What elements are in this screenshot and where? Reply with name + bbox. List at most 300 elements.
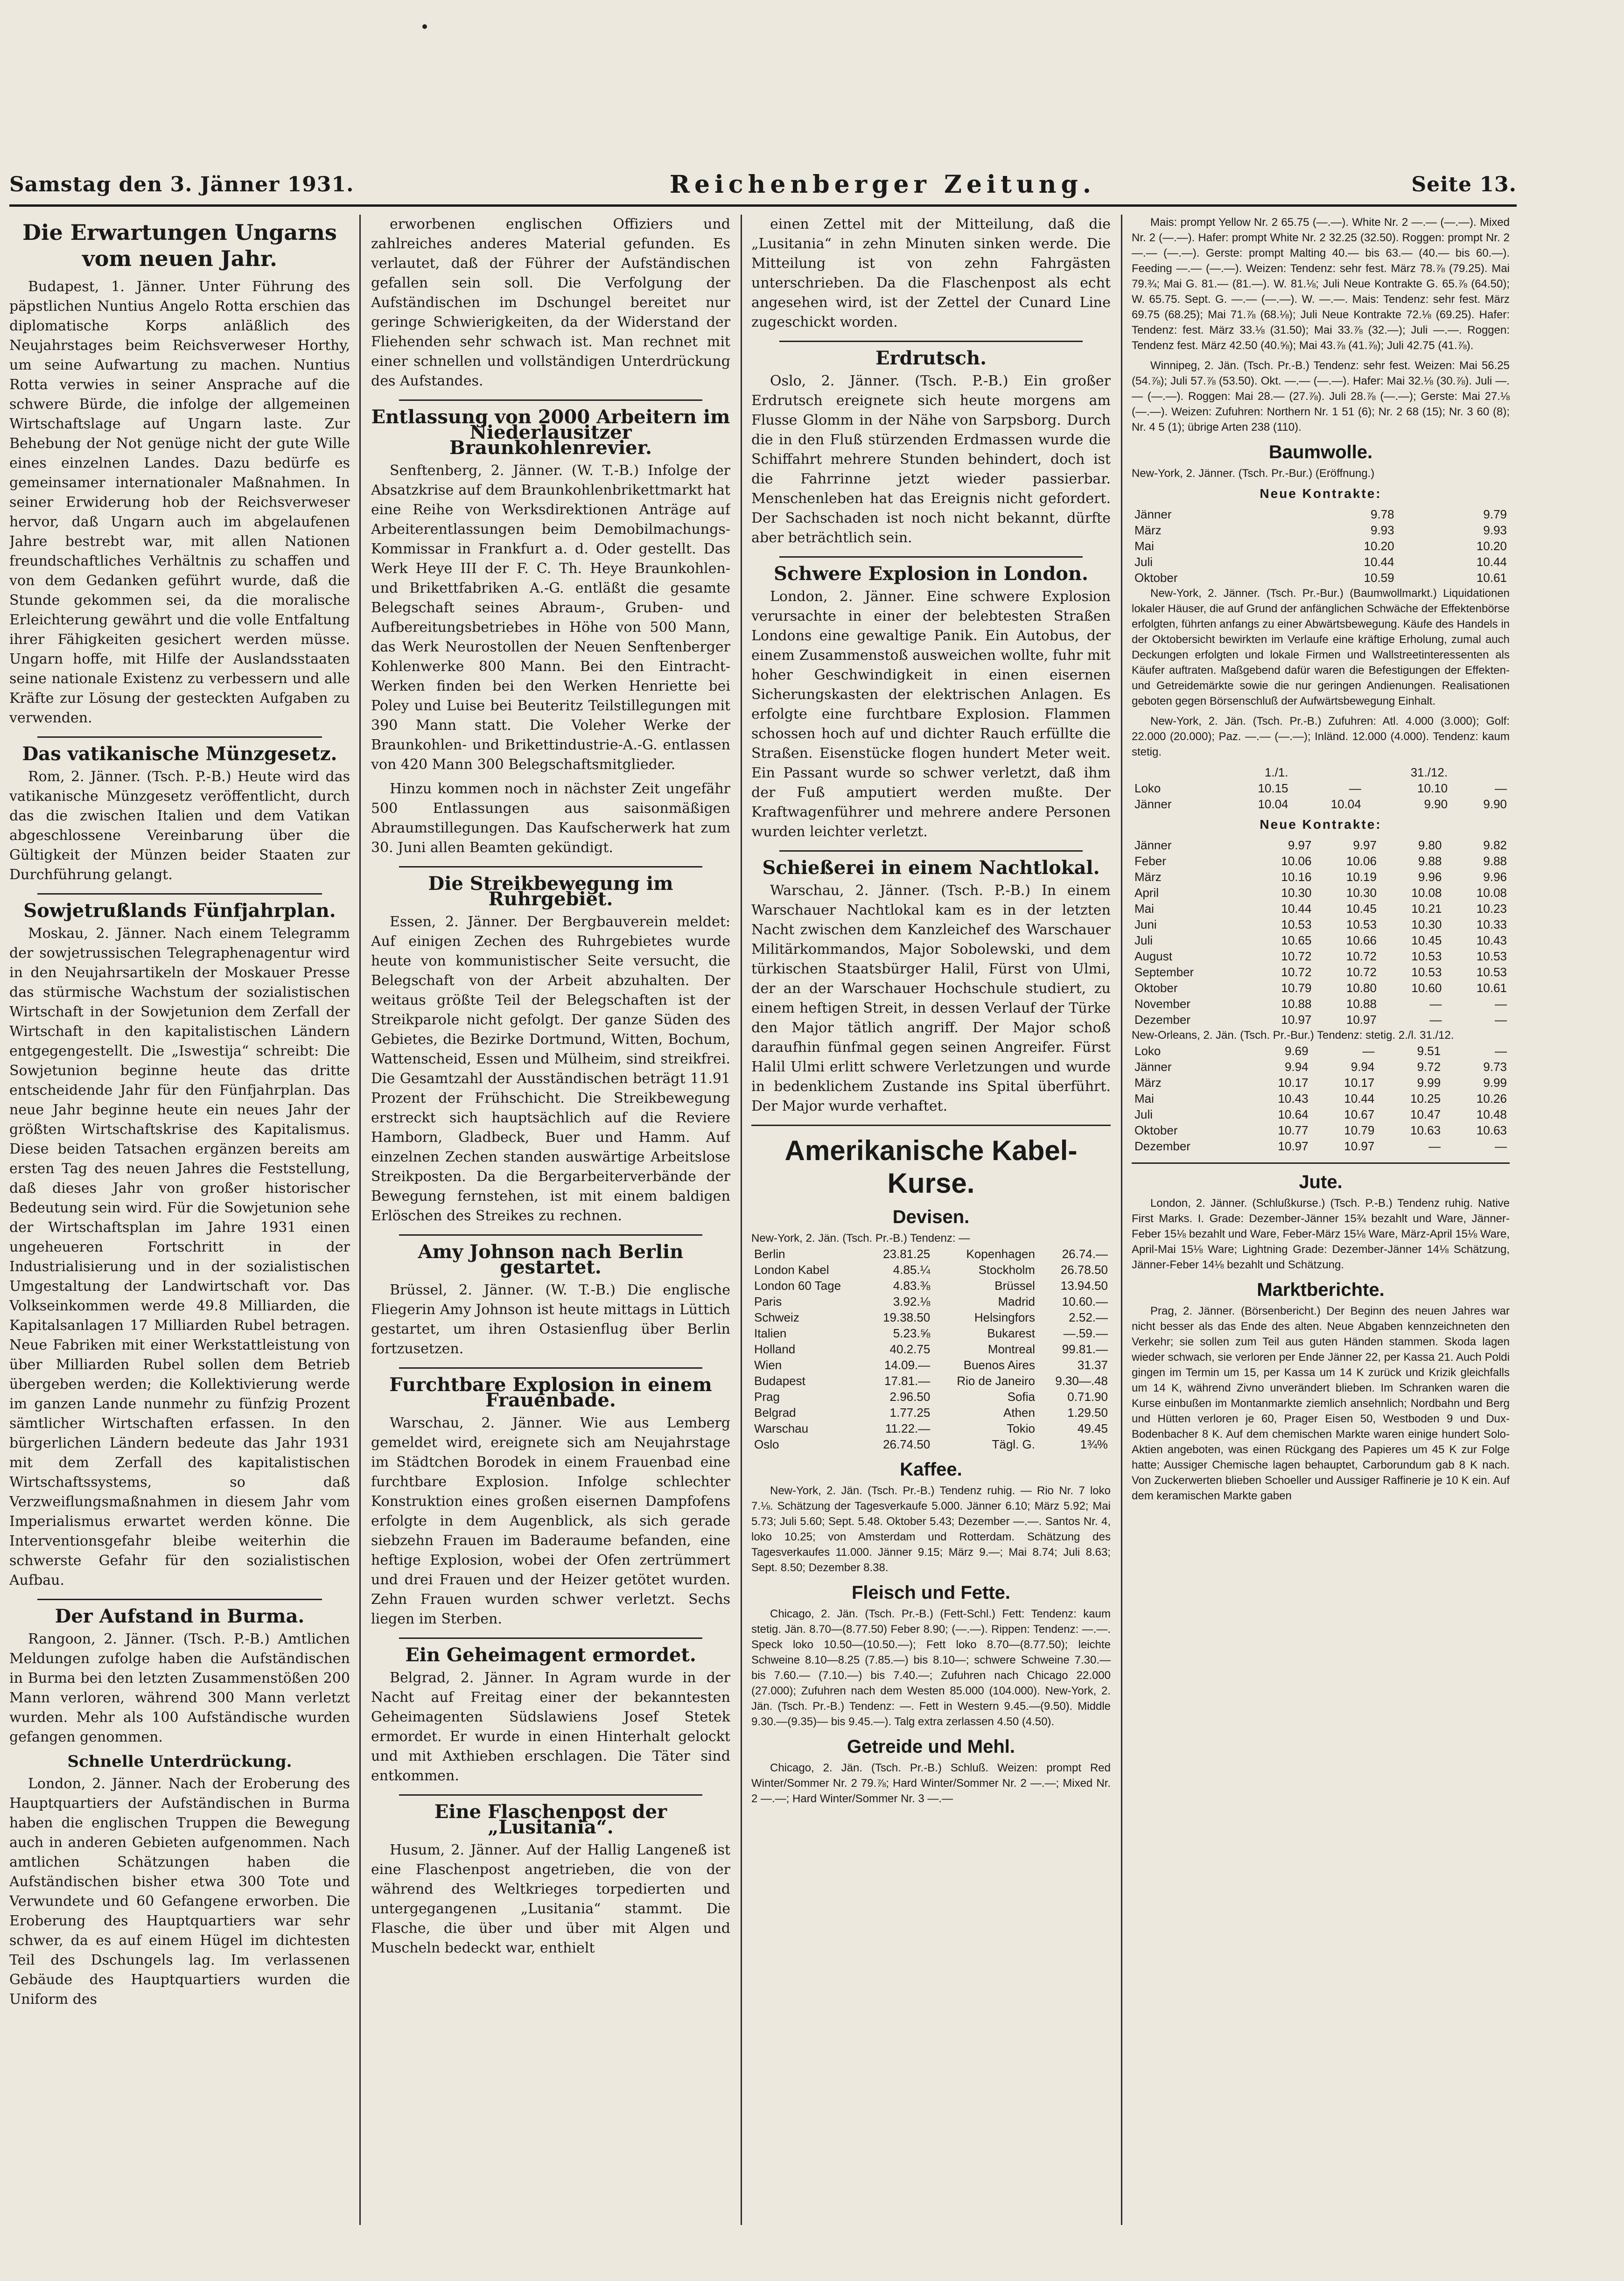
table-row — [1132, 869, 1510, 885]
table-cell: Jänner — [1134, 507, 1172, 521]
table-row — [1132, 917, 1510, 932]
table-cell: 10.72 — [1346, 949, 1377, 963]
orleans-table — [1132, 1043, 1510, 1154]
headline-streik: Die Streikbewegung im Ruhrgebiet. — [428, 873, 673, 910]
table-row — [751, 1420, 1111, 1436]
table-row — [751, 1357, 1111, 1373]
article-text: Oslo, 2. Jänner. (Tsch. P.-B.) Ein großer Erdrutsch ereignete sich heute morgens am Flusse Glomm in der Nähe von Sarpsborg. Durch die in den Fluß stürzenden Erdmassen wurde die Schiffahrt mehrere Stunden behindert, doch ist die Fahrrinne jetzt wieder passierbar. Menschenleben hat das Ereignis nicht gefordert. Der Sachschaden ist noch nicht bekannt, dürfte aber beträchtlich sein. — [751, 373, 1111, 546]
table-cell: Juli — [1134, 555, 1153, 569]
article-text: Brüssel, 2. Jänner. (W. T.-B.) Die englische Fliegerin Amy Johnson ist heute mittags in Lüttich gestartet, um ihren Ostasienflug über Berlin fortzusetzen. — [371, 1282, 730, 1357]
table-cell: 10.06 — [1281, 854, 1312, 868]
table-cell: 10.63 — [1476, 1123, 1507, 1137]
article-text: London, 2. Jänner. Nach der Eroberung des Hauptquartiers der Aufständischen in Burma haben die englischen Truppen die Bewegung auch in anderen Gebieten aufgenommen. Nach amtlichen Schätzungen haben die Aufständischen bisher etwa 300 Tote und Verwundete und 60 Gefangene erworben. Die Eroberung des Hauptquartiers war sehr schwer, da es auf einem Hügel im dichtesten Teil des Dschungels lag. Im verlassenen Gebäude des Hauptquartiers wurden die Uniform des — [9, 1776, 350, 2008]
page-header — [9, 168, 1517, 201]
table-cell: 10.30 — [1281, 886, 1312, 900]
article-separator — [779, 341, 1083, 342]
table-row — [751, 1436, 1111, 1452]
table-cell: 19.38.50 — [883, 1310, 931, 1324]
article-text: Hinzu kommen noch in nächster Zeit ungefähr 500 Entlassungen aus saisonmäßigen Abraumstillegungen. Das Kaufscherwerk hat zum 30. Juni allen Beamten gekündigt. — [371, 781, 730, 856]
table-cell: 9.69 — [1284, 1044, 1309, 1058]
table-cell: 1./1. — [1264, 765, 1288, 779]
table-cell: 10.21 — [1411, 902, 1442, 916]
table-cell: Dezember — [1134, 1139, 1190, 1153]
table-cell: Schweiz — [754, 1310, 799, 1324]
table-cell: Italien — [754, 1326, 787, 1340]
baumwolle-eroeffnung-table — [1132, 506, 1510, 586]
table-row — [1132, 538, 1510, 554]
article-separator — [399, 1234, 702, 1236]
table-cell: 10.15 — [1258, 781, 1288, 795]
column-divider — [741, 215, 742, 2225]
table-cell: 9.97 — [1353, 838, 1377, 852]
table-cell: Madrid — [998, 1294, 1035, 1308]
table-cell: 0.71.90 — [1067, 1390, 1108, 1404]
table-row — [751, 1373, 1111, 1389]
table-cell: 10.97 — [1344, 1139, 1375, 1153]
table-cell: 10.88 — [1281, 997, 1312, 1011]
table-row — [1132, 764, 1510, 780]
table-row — [751, 1309, 1111, 1325]
table-cell: Belgrad — [754, 1406, 796, 1420]
table-cell: Oktober — [1134, 1123, 1178, 1137]
table-cell: — — [1349, 781, 1361, 795]
article-text: erworbenen englischen Offiziers und zahlreiches anderes Material gefunden. Es verlautet, daß der Führer der Aufständischen gefallen sein soll. Die Verfolgung der Aufständischen im Dschungel bereitet nur geringe Schwierigkeiten, da der Widerstand der Fliehenden sehr schwach ist. Man rechnet mit einer schnellen und vollständigen Unterdrückung des Aufstandes. — [371, 216, 730, 389]
table-row — [1132, 1043, 1510, 1059]
subheadline-jute: Jute. — [1299, 1172, 1343, 1192]
table-cell: 10.20 — [1476, 539, 1507, 553]
table-cell: 10.60 — [1411, 981, 1442, 995]
headline-fuenfjahrplan: Sowjetrußlands Fünfjahrplan. — [23, 900, 336, 922]
table-cell: 10.10 — [1417, 781, 1448, 795]
table-row — [1132, 901, 1510, 917]
table-row — [1132, 796, 1510, 812]
table-cell: 26.74.— — [1062, 1247, 1108, 1261]
table-cell: 10.04 — [1258, 797, 1288, 811]
table-row — [751, 1278, 1111, 1294]
table-cell: 9.94 — [1351, 1060, 1375, 1074]
table-cell: 10.60.— — [1062, 1294, 1108, 1308]
table-cell: 9.96 — [1418, 870, 1442, 884]
table-cell: Oslo — [754, 1437, 779, 1451]
table-cell: Brüssel — [994, 1279, 1035, 1293]
table-row — [1132, 980, 1510, 996]
table-cell: 10.33 — [1476, 917, 1507, 931]
table-cell: 10.88 — [1346, 997, 1377, 1011]
table-row — [1132, 996, 1510, 1012]
table-cell: Kopenhagen — [966, 1247, 1035, 1261]
table-cell: 4.85.¼ — [893, 1263, 931, 1277]
headline-kabel-kurse: Amerikanische Kabel-Kurse. — [784, 1135, 1078, 1199]
table-cell: 10.30 — [1411, 917, 1442, 931]
article-separator — [779, 850, 1083, 852]
table-row — [1132, 1138, 1510, 1154]
header-date: Samstag den 3. Jänner 1931. — [9, 172, 354, 196]
article-text: Senftenberg, 2. Jänner. (W. T.-B.) Infolge der Absatzkrise auf dem Braunkohlenbrikettmarkt hat eine Reihe von Werksdirektionen Anträge auf Arbeiterentlassungen beim Demobilmachungs-Kommissar in Frankfurt a. d. Oder gestellt. Das Werk Heye III der F. C. Th. Heye Braunkohlen- und Brikettfabriken A.-G. entläßt die gesamte Belegschaft seines Abraum-, Gruben- und Aufbereitungsbetriebes in Höhe von 500 Mann, das Werk Neurostollen der Neuen Senftenberger Kohlenwerke 800 Mann. Bei den Eintracht-Werken finden bei den Werken Henriette bei Poley und Luise bei Beuteritz Teilstillegungen mit 390 Mann statt. Die Voleher Werke der Braunkohlen- und Brikettindustrie-A.-G. entlassen von 420 Mann 300 Belegschaftsmitglieder. — [371, 462, 730, 773]
table-cell: Warschau — [754, 1421, 809, 1435]
table-row — [1132, 780, 1510, 796]
table-cell: 2.52.— — [1069, 1310, 1108, 1324]
table-cell: 10.08 — [1476, 886, 1507, 900]
headline-burma: Der Aufstand in Burma. — [55, 1605, 305, 1627]
article-text: Rangoon, 2. Jänner. (Tsch. P.-B.) Amtlichen Meldungen zufolge haben die Aufständischen in Burma bei den letzten Zusammenstößen 200 Mann verloren, während 300 Mann verletzt wurden. Mehr als 100 Aufständische wurden gefangen genommen. — [9, 1631, 350, 1745]
table-cell: 10.79 — [1281, 981, 1312, 995]
fleisch-text: Chicago, 2. Jän. (Tsch. Pr.-B.) (Fett-Schl.) Fett: Tendenz: kaum stetig. Jän. 8.70—(8.77.50) Feber 8.90; (—.—). Rippen: Tendenz: —.—. Speck loko 10.50—(10.50.—); Fett loko 8.70—(8.77.50); leichte Schweine 8.10—8.25 (7.85.—) bis 8.10—; schwere Schweine 7.30.— bis 7.60.— (7.10.—) bis 7.40.—; Zufuhren nach Chicago 22.000 (27.000); Zufuhren nach dem Westen 85.000 (104.000). New-York, 2. Jän. (Tsch. Pr.-B.) Tendenz: —. Fett in Western 9.45.—(9.50). Middle 9.30.—(9.35)— bis 9.45.—). Talg extra zerlassen 4.50 (4.50). — [751, 1608, 1111, 1728]
table-cell: 10.43 — [1476, 933, 1507, 947]
table-row — [1132, 1091, 1510, 1106]
table-cell: 9.93 — [1371, 523, 1394, 537]
table-cell: 99.81.— — [1062, 1342, 1108, 1356]
table-cell: 13.94.50 — [1060, 1279, 1108, 1293]
table-cell: — — [1362, 1044, 1375, 1058]
table-cell: — — [1429, 1013, 1442, 1027]
table-cell: 9.78 — [1371, 507, 1394, 521]
subheadline-unterdrueckung: Schnelle Unterdrückung. — [67, 1752, 292, 1771]
table-cell: — — [1495, 1044, 1507, 1058]
table-row — [1132, 837, 1510, 853]
headline-geheimagent: Ein Geheimagent ermordet. — [405, 1644, 696, 1666]
table-cell: 10.30 — [1346, 886, 1377, 900]
table-cell: Mai — [1134, 1092, 1154, 1106]
winnipeg-text: Winnipeg, 2. Jän. (Tsch. Pr.-B.) Tendenz: sehr fest. Weizen: Mai 56.25 (54.⅞); Juli 57.⅞ (53.50). Okt. —.— (—.—). Hafer: Mai 32.⅛ (30.⅞). Juli —.— (—.—). Roggen: Mai 28.— (27.⅞). Juli 28.⅞ (—.—); Gerste: Mai 27.⅛ (—.—). Weizen: Zufuhren: Northern Nr. 1 51 (6); Nr. 2 68 (15); Nr. 3 60 (8); Nr. 4 5 (1); übrige Arten 238 (110). — [1132, 359, 1510, 434]
table-row — [1132, 964, 1510, 980]
article-text: einen Zettel mit der Mitteilung, daß die „Lusitania“ in zehn Minuten sinken werde. Die Mitteilung ist von zehn Fahrgästen unterschrieben. Da die Flaschenpost als echt angesehen wird, ist der Zettel der Cunard Line zugeschickt worden. — [751, 216, 1111, 330]
table-cell: 10.53 — [1281, 917, 1312, 931]
table-cell: 10.06 — [1346, 854, 1377, 868]
table-cell: Montreal — [987, 1342, 1035, 1356]
table-cell: Oktober — [1134, 981, 1178, 995]
table-row — [1132, 554, 1510, 570]
article-separator — [399, 1367, 702, 1369]
table-cell: 10.44 — [1476, 555, 1507, 569]
column-4 — [1132, 215, 1510, 2225]
table-cell: 31./12. — [1410, 765, 1448, 779]
table-cell: 9.88 — [1418, 854, 1442, 868]
table-cell: 11.22.— — [885, 1421, 931, 1435]
headline-explosion-london: Schwere Explosion in London. — [774, 563, 1088, 585]
article-text: Budapest, 1. Jänner. Unter Führung des päpstlichen Nuntius Angelo Rotta erschien das diplomatische Korps anläßlich des Neujahrstages beim Reichsverweser Horthy, um seine Aufwartung zu machen. Nuntius Rotta verwies in seiner Ansprache auf die schwere Bürde, die infolge der allgemeinen Wirtschaftslage auf Ungarn laste. Zur Behebung der Not genüge nicht der gute Wille eines einzelnen Landes. Dazu bedürfe es gemeinsamer internationaler Maßnahmen. In seiner Erwiderung hob der Reichsverweser hervor, daß Ungarn auch im abgelaufenen Jahre bestrebt war, mit allen Nationen freundschaftliches Verhältnis zu schaffen und von dem Gedanken geführt wurde, daß die Stunde gekommen sei, da die moralische Erleichterung gewährt und die volle Entfaltung ihrer Fähigkeiten gesichert werden müsse. Ungarn hoffe, mit Hilfe der Auslandsstaaten seine nationale Existenz zu verbessern und alle Kräfte zur Lösung der gesteckten Aufgaben zu verwenden. — [9, 279, 350, 726]
table-cell: Juli — [1134, 1107, 1153, 1121]
table-cell: 1¾% — [1080, 1437, 1108, 1451]
table-cell: 10.43 — [1278, 1092, 1309, 1106]
table-cell: 26.78.50 — [1060, 1263, 1108, 1277]
table-cell: 9.79 — [1483, 507, 1507, 521]
baumwolle-source: New-York, 2. Jänner. (Tsch. Pr.-Bur.) (Eröffnung.) — [1132, 467, 1375, 480]
table-cell: 10.61 — [1476, 571, 1507, 585]
table-cell: März — [1134, 523, 1162, 537]
table-row — [1132, 1059, 1510, 1075]
headline-muenzgesetz: Das vatikanische Münzgesetz. — [22, 743, 337, 765]
table-row — [1132, 948, 1510, 964]
table-cell: 10.53 — [1346, 917, 1377, 931]
table-row — [1132, 1106, 1510, 1122]
table-row — [1132, 570, 1510, 586]
table-cell: 10.63 — [1410, 1123, 1441, 1137]
table-cell: März — [1134, 870, 1162, 884]
table-cell: 10.53 — [1476, 949, 1507, 963]
table-cell: Jänner — [1134, 797, 1172, 811]
article-separator — [779, 556, 1083, 558]
table-row — [751, 1246, 1111, 1262]
article-text: London, 2. Jänner. Eine schwere Explosion verursachte in einer der belebtesten Straßen Londons eine gewaltige Panik. Ein Autobus, der einem Zusammenstoß ausweichen wollte, fuhr mit hoher Geschwindigkeit in einen eisernen Sicherungskasten der elektrischen Anlagen. Es erfolgte eine furchtbare Explosion. Flammen schossen hoch auf und dichter Rauch erfüllte die Straßen. Eisenstücke flogen hundert Meter weit. Ein Passant wurde so schwer verletzt, daß ihm der Fuß amputiert werden mußte. Der Kraftwagenführer und mehrere andere Personen wurden leichter verletzt. — [751, 588, 1111, 840]
table-cell: London 60 Tage — [754, 1279, 841, 1293]
table-cell: 10.48 — [1476, 1107, 1507, 1121]
table-row — [1132, 506, 1510, 522]
table-cell: 4.83.⅜ — [893, 1279, 931, 1293]
table-cell: 26.74.50 — [883, 1437, 931, 1451]
baumwolle-kontrakte-table — [1132, 837, 1510, 1028]
header-paper-name: Reichenberger Zeitung. — [669, 170, 1096, 199]
zufuhren-text: New-York, 2. Jän. (Tsch. Pr.-B.) Zufuhren: Atl. 4.000 (3.000); Golf: 22.000 (20.000); Paz. —.— (—.—); Inländ. 12.000 (4.000). Tendenz: kaum stetig. — [1132, 715, 1510, 758]
table-cell: 17.81.— — [884, 1374, 931, 1388]
table-cell: Oktober — [1134, 571, 1178, 585]
table-cell: 10.53 — [1411, 965, 1442, 979]
table-cell: 9.51 — [1417, 1044, 1441, 1058]
table-cell: 9.90 — [1483, 797, 1507, 811]
table-cell: — — [1495, 1013, 1507, 1027]
table-cell: 10.53 — [1411, 949, 1442, 963]
table-cell: London Kabel — [754, 1263, 829, 1277]
header-page-number: Seite 13. — [1411, 172, 1517, 196]
headline-schiesserei: Schießerei in einem Nachtlokal. — [762, 857, 1100, 879]
article-separator — [37, 736, 322, 738]
article-separator — [399, 1637, 702, 1639]
table-cell: Juni — [1134, 917, 1157, 931]
table-cell: 10.44 — [1281, 902, 1312, 916]
table-cell: 10.61 — [1476, 981, 1507, 995]
article-separator — [37, 893, 322, 895]
table-cell: 23.81.25 — [883, 1247, 931, 1261]
table-row — [751, 1325, 1111, 1341]
table-cell: 10.79 — [1344, 1123, 1375, 1137]
table-cell: 10.17 — [1278, 1076, 1309, 1090]
table-cell: Loko — [1134, 781, 1161, 795]
table-cell: — — [1429, 997, 1442, 1011]
table-cell: — — [1495, 1139, 1507, 1153]
table-row — [751, 1341, 1111, 1357]
table-cell: 2.96.50 — [889, 1390, 931, 1404]
table-cell: 10.77 — [1278, 1123, 1309, 1137]
table-cell: 9.72 — [1417, 1060, 1441, 1074]
table-row — [1132, 1122, 1510, 1138]
table-cell: Athen — [1003, 1406, 1035, 1420]
column-3 — [751, 215, 1111, 2225]
table-cell: 14.09.— — [884, 1358, 931, 1372]
section-rule — [751, 1125, 1111, 1126]
table-cell: Paris — [754, 1294, 782, 1308]
table-cell: 10.44 — [1344, 1092, 1375, 1106]
table-cell: 10.16 — [1281, 870, 1312, 884]
table-cell: 10.47 — [1410, 1107, 1441, 1121]
table-cell: Tägl. G. — [992, 1437, 1035, 1451]
header-rule — [9, 204, 1517, 207]
table-cell: 10.20 — [1364, 539, 1394, 553]
table-cell: Sofia — [1007, 1390, 1035, 1404]
article-separator — [399, 399, 702, 401]
article-separator — [399, 1794, 702, 1796]
table-cell: 10.45 — [1411, 933, 1442, 947]
article-separator — [37, 1599, 322, 1600]
table-row — [751, 1389, 1111, 1405]
table-cell: — — [1495, 997, 1507, 1011]
table-cell: 49.45 — [1077, 1421, 1108, 1435]
table-cell: 10.19 — [1346, 870, 1377, 884]
table-cell: Dezember — [1134, 1013, 1190, 1027]
table-cell: Helsingfors — [974, 1310, 1035, 1324]
subheadline-kaffee: Kaffee. — [900, 1459, 962, 1480]
table-cell: 1.77.25 — [889, 1406, 931, 1420]
table-cell: März — [1134, 1076, 1162, 1090]
headline-explosion-frauenbad: Furchtbare Explosion in einem Frauenbade. — [389, 1374, 712, 1411]
headline-entlassung: Entlassung von 2000 Arbeitern im Niederlausitzer Braunkohlenrevier. — [371, 406, 730, 459]
table-cell: Bukarest — [987, 1326, 1035, 1340]
table-cell: September — [1134, 965, 1194, 979]
table-cell: 10.17 — [1344, 1076, 1375, 1090]
table-cell: Stockholm — [978, 1263, 1035, 1277]
table-cell: Tokio — [1007, 1421, 1035, 1435]
table-cell: 10.23 — [1476, 902, 1507, 916]
table-cell: 10.97 — [1278, 1139, 1309, 1153]
table-row — [751, 1405, 1111, 1420]
table-cell: Rio de Janeiro — [957, 1374, 1035, 1388]
table-cell: 9.30—.48 — [1055, 1374, 1108, 1388]
article-text: Moskau, 2. Jänner. Nach einem Telegramm der sowjetrussischen Telegraphenagentur wird in den Neujahrsartikeln der Moskauer Presse das stürmische Wachstum der sozialistischen Wirtschaft in der Sowjetunion dem Zerfall der Wirtschaft in den kapitalistischen Ländern entgegengestellt. Die „Iswestija“ schreibt: Die Sowjetunion beginne heute das dritte entscheidende Jahr für den Fünfjahrplan. Das neue Jahr beginne heute ein neues Jahr der größten Wirtschaftskrise des Kapitalismus. Diese beiden Tatsachen ergänzen bereits am ersten Tag des neuen Jahres die Feststellung, daß dieses Jahr von großer historischer Bedeutung sein wird. Für die Sowjetunion sehe der Wirtschaftsplan im Jahre 1931 einen ungeheueren Fortschritt in der Industrialisierung und in der sozialistischen Umgestaltung der Landwirtschaft vor. Das Volkseinkommen werde 49.8 Milliarden, die Kapitalsanlagen 17 Milliarden Rubel betragen. Neue Fabriken mit einer Werkstattleistung von über Milliarden Rubel sollen dem Betrieb übergeben werden; die Kollektivierung werde im ganzen Lande nunmehr zu fünfzig Prozent sämtlicher Wirtschaften erfassen. In den bürgerlichen Ländern bedeute das Jahr 1931 mit dem Zerfall des kapitalistischen Wirtschaftssystems, so daß Verzweiflungsmaßnahmen in diesem Jahr vom Imperialismus erwartet werden könne. Die Interventionsgefahr bleibe weiterhin die schwerste Gefahr für den sozialistischen Aufbau. — [9, 925, 350, 1588]
table-cell: 10.72 — [1281, 949, 1312, 963]
table-cell: 10.26 — [1476, 1092, 1507, 1106]
table-cell: 10.64 — [1278, 1107, 1309, 1121]
table-cell: 9.90 — [1424, 797, 1448, 811]
getreide-text: Chicago, 2. Jän. (Tsch. Pr.-B.) Schluß. Weizen: prompt Red Winter/Sommer Nr. 2 79.⅞; Hard Winter/Sommer Nr. 2 —.—; Mixed Nr. 2 —.—; Hard Winter/Sommer Nr. 3 —.— — [751, 1762, 1111, 1805]
table-cell: Mai — [1134, 539, 1154, 553]
table-cell: 9.96 — [1483, 870, 1507, 884]
table-cell: 5.23.⅝ — [893, 1326, 931, 1340]
jute-text: London, 2. Jänner. (Schlußkurse.) (Tsch. P.-B.) Tendenz ruhig. Native First Marks. I. Grade: Dezember-Jänner 15¾ bezahlt und Ware, Jänner-Feber 15⅛ bezahlt und Ware, Feber-März 15⅛ Ware, März-April 15⅛ Ware, April-Mai 15⅛ Ware; Lightning Grade: Dezember-Jänner 14⅛ Schätzung, Jänner-Feber 14⅛ bezahlt und Schätzung. — [1132, 1197, 1510, 1271]
table-cell: 9.93 — [1483, 523, 1507, 537]
table-cell: — — [1428, 1139, 1441, 1153]
table-cell: 3.92.⅛ — [893, 1294, 931, 1308]
table-row — [1132, 1075, 1510, 1091]
table-cell: August — [1134, 949, 1172, 963]
table-cell: 40.2.75 — [889, 1342, 931, 1356]
table-cell — [1132, 764, 1218, 780]
table-cell: 1.29.50 — [1067, 1406, 1108, 1420]
headline-amy-johnson: Amy Johnson nach Berlin gestartet. — [418, 1241, 684, 1278]
table-cell: 10.04 — [1330, 797, 1361, 811]
article-text: Husum, 2. Jänner. Auf der Hallig Langeneß ist eine Flaschenpost angetrieben, die von der während des Weltkrieges torpedierten und untergegangenen „Lusitania“ stammt. Die Flasche, die über und über mit Algen und Muscheln bedeckt war, enthielt — [371, 1842, 730, 1956]
neue-kontrakte-label: Neue Kontrakte: — [1260, 817, 1382, 832]
table-cell: November — [1134, 997, 1190, 1011]
subheadline-baumwolle: Baumwolle. — [1268, 442, 1373, 462]
table-cell: 31.37 — [1077, 1358, 1108, 1372]
table-cell: Prag — [754, 1390, 780, 1404]
table-row — [1132, 932, 1510, 948]
table-cell: 10.67 — [1344, 1107, 1375, 1121]
table-cell: 10.53 — [1476, 965, 1507, 979]
marktberichte-text: Prag, 2. Jänner. (Börsenbericht.) Der Beginn des neuen Jahres war nicht besser als das Ende des alten. Neue Abgaben kennzeichneten den Verkehr; sie sollen zum Teil aus guten Händen stammen. Skoda lagen wieder schwach, sie verloren per Ende Jänner 22, per Kassa 21. Auch Poldi gingen im Termin um 15, per Kassa um 14 K zurück und Krizik gleichfalls um 14 K, während Zivno unverändert blieben. Im Schranken waren die Kurse einbußen im Montanmarkte ziemlich ansehnlich; Nordbahn und Berg und Hütten verloren je 60, Prager Eisen 50, Westboden 9 und Dux-Bodenbacher 8 K. Auf dem chemischen Markte waren einige hundert Solo-Aktien angeboten, was einen Rückgang des Papieres um 45 K zur Folge hatte; Aussiger Chemische lagen behauptet, Carborundum gab 8 K nach. Von Zuckerwerten blieben Schoeller und Aussiger Raffinerie je 10 K ein. Auf dem keramischen Markte gaben — [1132, 1305, 1510, 1502]
column-divider — [1121, 215, 1122, 2225]
table-row — [1132, 1012, 1510, 1028]
headline-ungarn: Die Erwartungen Ungarns vom neuen Jahr. — [22, 220, 337, 271]
article-separator — [399, 866, 702, 868]
table-cell: 10.97 — [1346, 1013, 1377, 1027]
table-row — [1132, 885, 1510, 901]
table-cell: 9.97 — [1288, 838, 1312, 852]
section-rule — [1132, 1162, 1510, 1164]
table-cell: 9.82 — [1483, 838, 1507, 852]
table-cell: 10.97 — [1281, 1013, 1312, 1027]
column-1 — [9, 215, 350, 2225]
table-row — [751, 1262, 1111, 1278]
neue-kontrakte-label: Neue Kontrakte: — [1260, 486, 1382, 501]
subheadline-getreide: Getreide und Mehl. — [847, 1736, 1015, 1757]
table-cell: —.59.— — [1063, 1326, 1108, 1340]
article-text: Warschau, 2. Jänner. Wie aus Lemberg gemeldet wird, ereignete sich am Neujahrstage im Städtchen Borodek in einem Frauenbad eine furchtbare Explosion. Infolge schlechter Konstruktion eines großen eisernen Dampfofens erfolgte in dem Augenblick, als sich gerade siebzehn Frauen im Baderaume befanden, eine heftige Explosion, wobei der Ofen zertrümmert und drei Frauen und der Heizer getötet wurden. Zehn Frauen wurden schwer verletzt. Sechs liegen im Sterben. — [371, 1415, 730, 1627]
table-cell: 10.80 — [1346, 981, 1377, 995]
table-cell: 9.80 — [1418, 838, 1442, 852]
table-cell: Jänner — [1134, 1060, 1172, 1074]
headline-flaschenpost: Eine Flaschenpost der „Lusitania“. — [434, 1801, 667, 1838]
table-cell: Budapest — [754, 1374, 805, 1388]
table-cell: 10.44 — [1364, 555, 1394, 569]
table-cell: Wien — [754, 1358, 782, 1372]
table-cell: 10.59 — [1364, 571, 1394, 585]
table-row — [751, 1294, 1111, 1309]
table-cell: 10.25 — [1410, 1092, 1441, 1106]
table-cell: Berlin — [754, 1247, 785, 1261]
table-cell: Holland — [754, 1342, 796, 1356]
baumwollmarkt-text: New-York, 2. Jänner. (Tsch. Pr.-Bur.) (Baumwollmarkt.) Liquidationen lokaler Häuser, die auf Grund der anfänglichen Schwäche der Effektenbörse erfolgten, führten anfangs zu einer Abwärtsbewegung. Käufe des Handels in der Oktobersicht bewirkten im Verlaufe eine kräftige Erholung, zumal auch Deckungen erfolgten und lokale Firmen und Wallstreetinteressenten als Käufer auftraten. Maßgebend dafür waren die Befestigungen der Effekten- und Getreidemärkte sowie die nur geringen Andienungen. Realisationen geboten gegen Börsenschluß der Aufwärtsbewegung Einhalt. — [1132, 587, 1510, 707]
table-row — [1132, 853, 1510, 869]
ink-spot — [422, 24, 427, 29]
headline-erdrutsch: Erdrutsch. — [875, 347, 987, 369]
column-divider — [359, 215, 361, 2225]
subheadline-devisen: Devisen. — [892, 1207, 970, 1227]
table-cell: Loko — [1134, 1044, 1161, 1058]
article-text: Belgrad, 2. Jänner. In Agram wurde in der Nacht auf Freitag einer der bekanntesten Geheimagenten Südslawiens Josef Stetek ermordet. Er wurde in einen Hinterhalt gelockt und mit Axthieben erschlagen. Die Täter sind entkommen. — [371, 1670, 730, 1784]
table-cell: 9.88 — [1483, 854, 1507, 868]
article-text: Rom, 2. Jänner. (Tsch. P.-B.) Heute wird das vatikanische Münzgesetz veröffentlicht, durch das die zwischen Italien und dem Vatikan abgeschlossene Vereinbarung über die Gültigkeit der Münzen beider Staaten zur Durchführung gelangt. — [9, 769, 350, 883]
table-cell: 10.66 — [1346, 933, 1377, 947]
table-cell: 10.65 — [1281, 933, 1312, 947]
devisen-source: New-York, 2. Jän. (Tsch. Pr.-B.) Tendenz: — — [751, 1232, 970, 1245]
table-cell: 10.72 — [1346, 965, 1377, 979]
table-cell: 10.45 — [1346, 902, 1377, 916]
orleans-source: New-Orleans, 2. Jän. (Tsch. Pr.-Bur.) Tendenz: stetig. 2./l. 31./12. — [1132, 1029, 1454, 1042]
table-cell: Juli — [1134, 933, 1153, 947]
article-text: Essen, 2. Jänner. Der Bergbauverein meldet: Auf einigen Zechen des Ruhrgebietes wurde heute von kommunistischer Seite versucht, die Belegschaft von der Arbeit abzuhalten. Der weitaus größte Teil der Belegschaften ist der Streikparole nicht gefolgt. Der ganze Süden des Gebietes, die Bezirke Dortmund, Witten, Bochum, Wattenscheid, Essen und Mülheim, sind streikfrei. Die Gesamtzahl der Ausständischen beträgt 11.91 Prozent der Frühschicht. Die Streikbewegung erstreckt sich hauptsächlich auf die Reviere Hamborn, Gladbeck, Buer und Hamm. Auf einzelnen Zechen standen auswärtige Arbeitslose Streikposten. Da die Bergarbeiterverbände der Bewegung fernstehen, ist mit einem baldigen Erlöschen des Streikes zu rechnen. — [371, 914, 730, 1224]
table-cell: April — [1134, 886, 1159, 900]
table-cell — [1450, 764, 1510, 780]
subheadline-marktberichte: Marktberichte. — [1257, 1280, 1385, 1300]
table-cell: 9.73 — [1483, 1060, 1507, 1074]
column-2 — [371, 215, 730, 2225]
table-cell: 9.99 — [1417, 1076, 1441, 1090]
table-cell: 9.94 — [1284, 1060, 1309, 1074]
table-cell: 10.08 — [1411, 886, 1442, 900]
subheadline-fleisch: Fleisch und Fette. — [851, 1582, 1011, 1603]
table-cell: — — [1495, 781, 1507, 795]
table-cell: Mai — [1134, 902, 1154, 916]
kaffee-text: New-York, 2. Jän. (Tsch. Pr.-B.) Tendenz ruhig. — Rio Nr. 7 loko 7.⅛. Schätzung der Tagesverkaufe 5.000. Jänner 6.10; März 5.92; Mai 5.73; Juli 5.60; Sept. 5.48. Oktober 5.43; Dezember —.—. Santos Nr. 4, loko 10.25; von Amsterdam und Rotterdam. Schätzung des Tagesverkaufes 11.000. Jänner 9.15; März 9.—; Mai 8.74; Juli 8.63; Sept. 8.50; Dezember 8.38. — [751, 1484, 1111, 1574]
article-text: Warschau, 2. Jänner. (Tsch. P.-B.) In einem Warschauer Nachtlokal kam es in der letzten Nacht zwischen dem Kanzleichef des Warschauer Militärkommandos, Major Sobolewski, und dem türkischen Staatsbürger Halil, Fürst von Ulmi, der an der Warschauer Hochschule studiert, zu einem heftigen Streit, in dessen Verlauf der Türke den Major tätlich angriff. Der Major schoß daraufhin fünfmal gegen seinen Angreifer. Fürst Halil Ulmi erlitt schwere Verletzungen und wurde in bedenklichem Zustande ins Spital überführt. Der Major wurde verhaftet. — [751, 882, 1111, 1114]
table-row — [1132, 522, 1510, 538]
table-cell: 9.99 — [1483, 1076, 1507, 1090]
devisen-table — [751, 1246, 1111, 1452]
table-cell: Buenos Aires — [963, 1358, 1035, 1372]
table-cell: Feber — [1134, 854, 1166, 868]
markets-text: Mais: prompt Yellow Nr. 2 65.75 (—.—). White Nr. 2 —.— (—.—). Mixed Nr. 2 (—.—). Hafer: prompt White Nr. 2 32.25 (32.50). Roggen: prompt Nr. 2 —.— (—.—). Gerste: prompt Malting 40.— bis 63.— (40.— bis 60.—). Feeding —.— (—.—). Weizen: Tendenz: sehr fest. März 78.⅞ (79.25). Mai 79.¾; Mai G. 81.— (81.—). W. 81.⅛; Juli Neue Kontrakte G. 65.⅞ (64.50); W. 65.75. Sept. G. —.— (—.—). W. —.—. Mais: Tendenz: sehr fest. März 69.75 (68.25); Mai 71.⅞ (68.⅛); Juli Neue Kontrakte 72.⅛ (69.25). Hafer: Tendenz: fest. März 33.⅛ (31.50); Mai 33.⅞ (32.—); Juli —.—. Roggen: Tendenz fest. März 42.50 (40.⅝); Mai 43.⅞ (41.⅞); Juli 42.75 (41.⅞). — [1132, 216, 1510, 352]
table-cell — [1291, 764, 1364, 780]
loko-table — [1132, 764, 1510, 812]
